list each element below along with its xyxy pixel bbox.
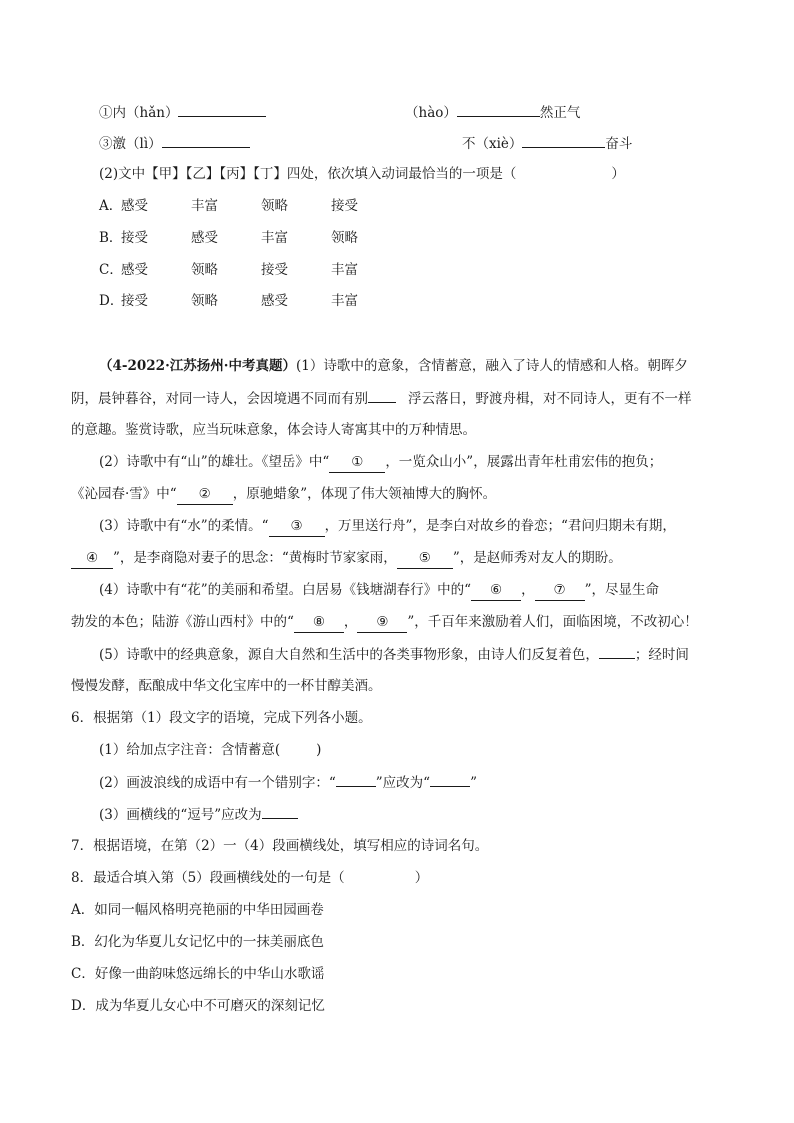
q8-option-c[interactable]	[71, 964, 324, 984]
question-6-stem	[71, 708, 372, 728]
item-3-label: ③激（lì）	[99, 136, 162, 152]
option-word: 感受	[121, 262, 148, 278]
pinyin-row-2	[99, 133, 250, 154]
para-text: (1）诗歌中的意象，含情蓄意，融入了诗人的情感和人格。朝晖夕	[295, 358, 688, 374]
option-letter: D．	[99, 293, 124, 309]
q8-option-a[interactable]	[71, 900, 324, 920]
para-text: ，	[521, 582, 535, 598]
answer-blank-1[interactable]	[178, 102, 266, 117]
q2-option-c[interactable]	[99, 260, 401, 280]
passage-para-4-line-1	[99, 580, 659, 601]
item-1-label: ①内（hǎn）	[99, 105, 179, 121]
option-word: 感受	[261, 293, 288, 309]
option-text: B．幻化为华夏儿女记忆中的一抹美丽底色	[71, 934, 324, 950]
para-text: ”，千百年来激励着人们，面临困境，不改初心！	[407, 614, 698, 630]
option-word: 领略	[191, 293, 218, 309]
option-word: 感受	[121, 198, 148, 214]
q2-option-b[interactable]	[99, 228, 401, 248]
option-word: 领略	[191, 262, 218, 278]
question-8-close: ）	[414, 870, 429, 886]
para-text: ，一览众山小”，展露出青年杜甫宏伟的抱负；	[385, 454, 663, 470]
passage-para-5-line-1	[99, 644, 689, 665]
fill-blank-1[interactable]: ①	[329, 452, 385, 473]
fill-blank-8[interactable]: ⑧	[294, 612, 344, 633]
para-text: 的意趣。鉴赏诗歌，应当玩味意象，体会诗人寄寓其中的万种情思。	[71, 422, 476, 438]
sub-question-text: (3）画横线的“逗号”应改为	[99, 807, 262, 823]
passage-para-5-line-2	[71, 676, 382, 696]
para-text: (4）诗歌中有“花”的美丽和希望。白居易《钱塘湖春行》中的“	[99, 582, 472, 598]
question-2-close: ）	[611, 166, 625, 182]
passage-para-1-line-3	[71, 420, 476, 440]
para-text: ”，是李商隐对妻子的思念：“黄梅时节家家雨，	[113, 550, 397, 566]
question-6-sub-1	[99, 740, 321, 760]
paren-close: )	[316, 742, 322, 758]
option-word: 丰富	[331, 293, 358, 309]
item-2-suffix: 然正气	[539, 105, 581, 121]
sentence-blank[interactable]	[599, 644, 635, 659]
pinyin-row-2-right	[462, 133, 632, 154]
option-word: 接受	[331, 198, 358, 214]
option-word: 接受	[121, 230, 148, 246]
passage-para-2-line-2	[71, 484, 496, 505]
answer-blank-2[interactable]	[457, 102, 540, 117]
sub-question-text: (2）画波浪线的成语中有一个错别字：“	[99, 775, 336, 791]
correct-char-blank[interactable]	[430, 772, 470, 787]
fill-blank-7[interactable]: ⑦	[535, 580, 585, 601]
para-text: 勃发的本色；陆游《游山西村》中的“	[71, 614, 294, 630]
question-8-text: 8．最适合填入第（5）段画横线处的一句是（	[71, 870, 345, 886]
para-text: ，万里送行舟”，是李白对故乡的眷恋；“君问归期未有期，	[324, 518, 676, 534]
passage-para-2-line-1	[99, 452, 662, 473]
q2-option-d[interactable]	[99, 291, 401, 311]
question-7-text: 7．根据语境，在第（2）一（4）段画横线处，填写相应的诗词名句。	[71, 838, 489, 854]
option-text: C．好像一曲韵味悠远绵长的中华山水歌谣	[71, 966, 325, 982]
passage-para-1-line-1	[99, 356, 688, 376]
option-word: 丰富	[331, 262, 358, 278]
q8-option-b[interactable]	[71, 932, 324, 952]
wrong-char-blank[interactable]	[336, 772, 376, 787]
item-4-suffix: 奋斗	[605, 136, 633, 152]
passage-para-1-line-2	[71, 388, 692, 409]
fill-blank-3[interactable]: ③	[269, 516, 325, 537]
item-4-label: 不（xiè）	[462, 136, 523, 152]
para-text: (2）诗歌中有“山”的雄壮。《望岳》中“	[99, 454, 330, 470]
question-6-sub-2	[99, 772, 477, 793]
fill-blank-5[interactable]: ⑤	[397, 548, 453, 569]
option-letter: B．	[99, 230, 123, 246]
option-word: 丰富	[261, 230, 288, 246]
comma-blank[interactable]	[368, 388, 396, 403]
para-text: ”，尽显生命	[584, 582, 659, 598]
fill-blank-9[interactable]: ⑨	[357, 612, 407, 633]
question-6-sub-3	[99, 804, 298, 825]
option-word: 领略	[261, 198, 288, 214]
answer-blank-4[interactable]	[522, 133, 605, 148]
question-2-stem	[99, 164, 625, 184]
fill-blank-2[interactable]: ②	[177, 484, 233, 505]
fill-blank-4[interactable]: ④	[71, 548, 113, 569]
option-word: 接受	[121, 293, 148, 309]
para-text: 浮云落日，野渡舟楫，对不同诗人，更有不一样	[408, 391, 692, 407]
sub-question-text: ”应改为“	[375, 775, 431, 791]
option-letter: C．	[99, 262, 123, 278]
option-text: D．成为华夏儿女心中不可磨灭的深刻记忆	[71, 998, 325, 1014]
question-6-text: 6．根据第（1）段文字的语境，完成下列各小题。	[71, 710, 372, 726]
question-2-text: (2)文中【甲】【乙】【丙】【丁】四处，依次填入动词最恰当的一项是（	[99, 166, 517, 182]
question-7-stem	[71, 836, 488, 856]
option-word: 接受	[261, 262, 288, 278]
passage-para-3-line-1	[99, 516, 676, 537]
passage-para-3-line-2	[71, 548, 622, 569]
option-text: A．如同一幅风格明亮艳丽的中华田园画卷	[71, 902, 324, 918]
answer-blank-3[interactable]	[162, 133, 250, 148]
para-text: ；经时间	[634, 647, 689, 663]
para-text: 阴，晨钟暮谷，对同一诗人，会因境遇不同而有别	[71, 391, 368, 407]
fill-blank-6[interactable]: ⑥	[471, 580, 521, 601]
option-word: 领略	[331, 230, 358, 246]
pinyin-row-1	[99, 102, 266, 123]
para-text: ，	[343, 614, 358, 630]
pinyin-row-1-right	[405, 102, 580, 123]
option-word: 感受	[191, 230, 218, 246]
para-text: 《沁园春·雪》中“	[71, 486, 177, 502]
passage-para-4-line-2	[71, 612, 698, 633]
para-text: 慢慢发酵，酝酿成中华文化宝库中的一杯甘醇美酒。	[71, 678, 382, 694]
sub-question-text: ”	[470, 775, 477, 791]
para-text: (3）诗歌中有“水”的柔情。“	[99, 518, 269, 534]
para-text: (5）诗歌中的经典意象，源自大自然和生活中的各类事物形象，由诗人们反复着色，	[99, 647, 599, 663]
q8-option-d[interactable]	[71, 996, 325, 1016]
option-letter: A．	[99, 198, 123, 214]
para-text: ”，是赵师秀对友人的期盼。	[452, 550, 622, 566]
para-text: ，原驰蜡象”，体现了伟大领袖博大的胸怀。	[232, 486, 497, 502]
q2-option-a[interactable]	[99, 196, 401, 216]
sub-question-text: (1）给加点字注音：含情蓄意(	[99, 742, 281, 758]
punctuation-blank[interactable]	[262, 804, 298, 819]
option-word: 丰富	[191, 198, 218, 214]
question-8-stem	[71, 868, 428, 888]
question-source: （4-2022·江苏扬州·中考真题）	[99, 358, 296, 374]
item-2-label: （hào）	[405, 105, 457, 121]
